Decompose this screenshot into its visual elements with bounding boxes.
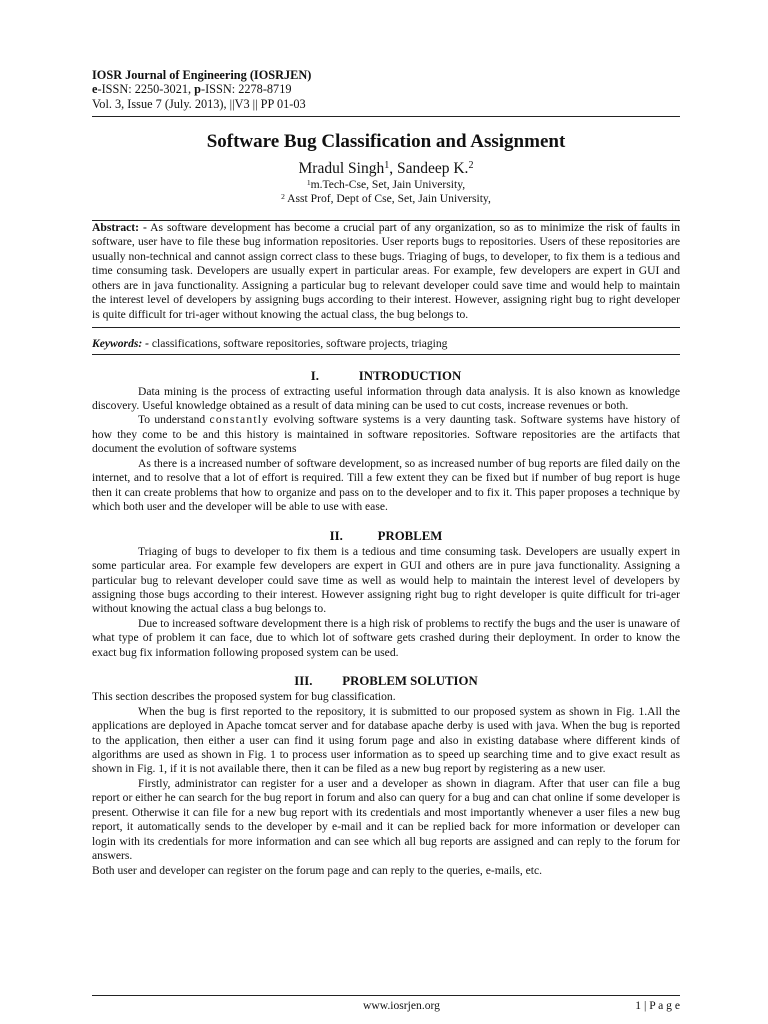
intro-paragraph: Data mining is the process of extracting useful information through data analysis. It is also known as knowledge discovery. Useful knowledge obtained as a result of data mining can be used to cut costs, increase revenues or both.	[92, 384, 680, 412]
keywords: Keywords: - classifications, software repositories, software projects, triaging	[92, 337, 448, 351]
affiliation-1: $^1$m.Tech-Cse, Set, Jain University,	[306, 177, 466, 191]
page-footer	[92, 995, 680, 1012]
intro-paragraph: As there is a increased number of software development, so as increased number of bug reports are filed daily on the internet, and to resolve that a lot of effort is required. Till a few extent they can be fixed but if number of bug report is huge then it can create problems that how to organize and pass on to the developer and to fix it. This paper proposes a technique by which both user and the developer will be able to use with ease.	[92, 456, 680, 514]
journal-header	[92, 68, 680, 111]
volume-line: Vol. 3, Issue 7 (July. 2013), ||V3 || PP 01-03	[92, 96, 306, 111]
section-heading-problem: II. PROBLEM	[329, 528, 443, 543]
section-heading-problem-solution: III. PROBLEM SOLUTION	[294, 674, 478, 689]
header-divider	[92, 116, 680, 117]
problem-paragraph: Due to increased software development there is a high risk of problems to rectify the bugs and the user is unaware of what type of problem it can face, due to which lot of software gets crashed during their deployment. In order to know the exact bug fix information following proposed system can be used.	[92, 616, 680, 659]
section-heading-introduction: I. INTRODUCTION	[310, 368, 462, 383]
abstract: Abstract: - As software development has become a crucial part of any organization, so as to minimize the risk of faults in software, user have to file these bug information repositories. User reports bugs to repositories. Users of these repositories are usually non-technical and cannot assign correct class to these bugs. Triaging of bugs, to developer, to fix them is a tedious and time consuming task. Developers are usually expert in particular areas. For example, few developers are expert in GUI and others are in java functionality. Assigning a particular bug to relevant developer could save time and would help to maintain the interest level of developers by assigning bugs according to their interest. However, assigning right bug to right developer is quite difficult for tri-ager without knowing the actual class, the bug belongs to.	[92, 220, 681, 321]
problem-paragraph: Triaging of bugs to developer to fix them is a tedious and time consuming task. Developers are usually expert in some particular area. For example few developers are expert in GUI and others are in pure java functionality. Assigning a particular bug to relevant developer could save time as well as would help to maintain the interest level of developers by assigning those bugs according to their interest. However assigning right bug to right developer is quite difficult for tri-ager without knowing the actual class a bug belongs to.	[92, 544, 680, 616]
keywords-divider	[92, 354, 680, 355]
paper-authors: Mradul Singh$^1$, Sandeep K.$^2$	[298, 159, 474, 177]
solution-paragraph: Firstly, administrator can register for a user and a developer as shown in diagram. After that user can file a bug report or either he can search for the bug report in forum and also can query for a bug and can chat online if some developer is present. Otherwise it can file for a new bug report with its credentials and most importantly whenever a user files a new bug report, it automatically sends to the developer by e-mail and it can be replied back for more information or developer can login with its credentials for more information and can see which all bug reports are assigned and can reply to the forum for answers.	[92, 776, 680, 863]
solution-paragraph: When the bug is first reported to the repository, it is submitted to our proposed system as shown in Fig. 1.All the applications are deployed in Apache tomcat server and for database apache derby is used with java. When the bug is reported to the application, then either a user can find it using forum page and also in existing database where different kinds of algorithms are used as shown in Fig. 1 to process user information as to speed up searching time and to give exact result as shown in Fig. 1, if it is not available there, then it can be filed as a new bug report by registering as a new user.	[92, 704, 680, 776]
abstract-end-divider	[92, 327, 680, 328]
intro-paragraph: To understand constantly evolving software systems is a very daunting task. Software systems have history of how they come to be and this history is maintained in software repositories. Software repositories are the artifacts that document the evolution of software systems	[92, 413, 680, 456]
footer-url: www.iosrjen.org	[363, 999, 440, 1012]
solution-paragraph: Both user and developer can register on the forum page and can reply to the queries, e-mails, etc.	[92, 863, 543, 877]
paper-page	[92, 68, 680, 878]
journal-name: IOSR Journal of Engineering (IOSRJEN)	[92, 68, 312, 82]
issn-line: e-ISSN: 2250-3021, p-ISSN: 2278-8719	[92, 82, 292, 97]
paper-title: Software Bug Classification and Assignment	[206, 130, 566, 152]
solution-paragraph: This section describes the proposed system for bug classification.	[92, 690, 396, 704]
affiliation-2: $^2$ Asst Prof, Dept of Cse, Set, Jain University,	[281, 191, 491, 205]
footer-page-number: 1 | P a g e	[635, 999, 680, 1012]
